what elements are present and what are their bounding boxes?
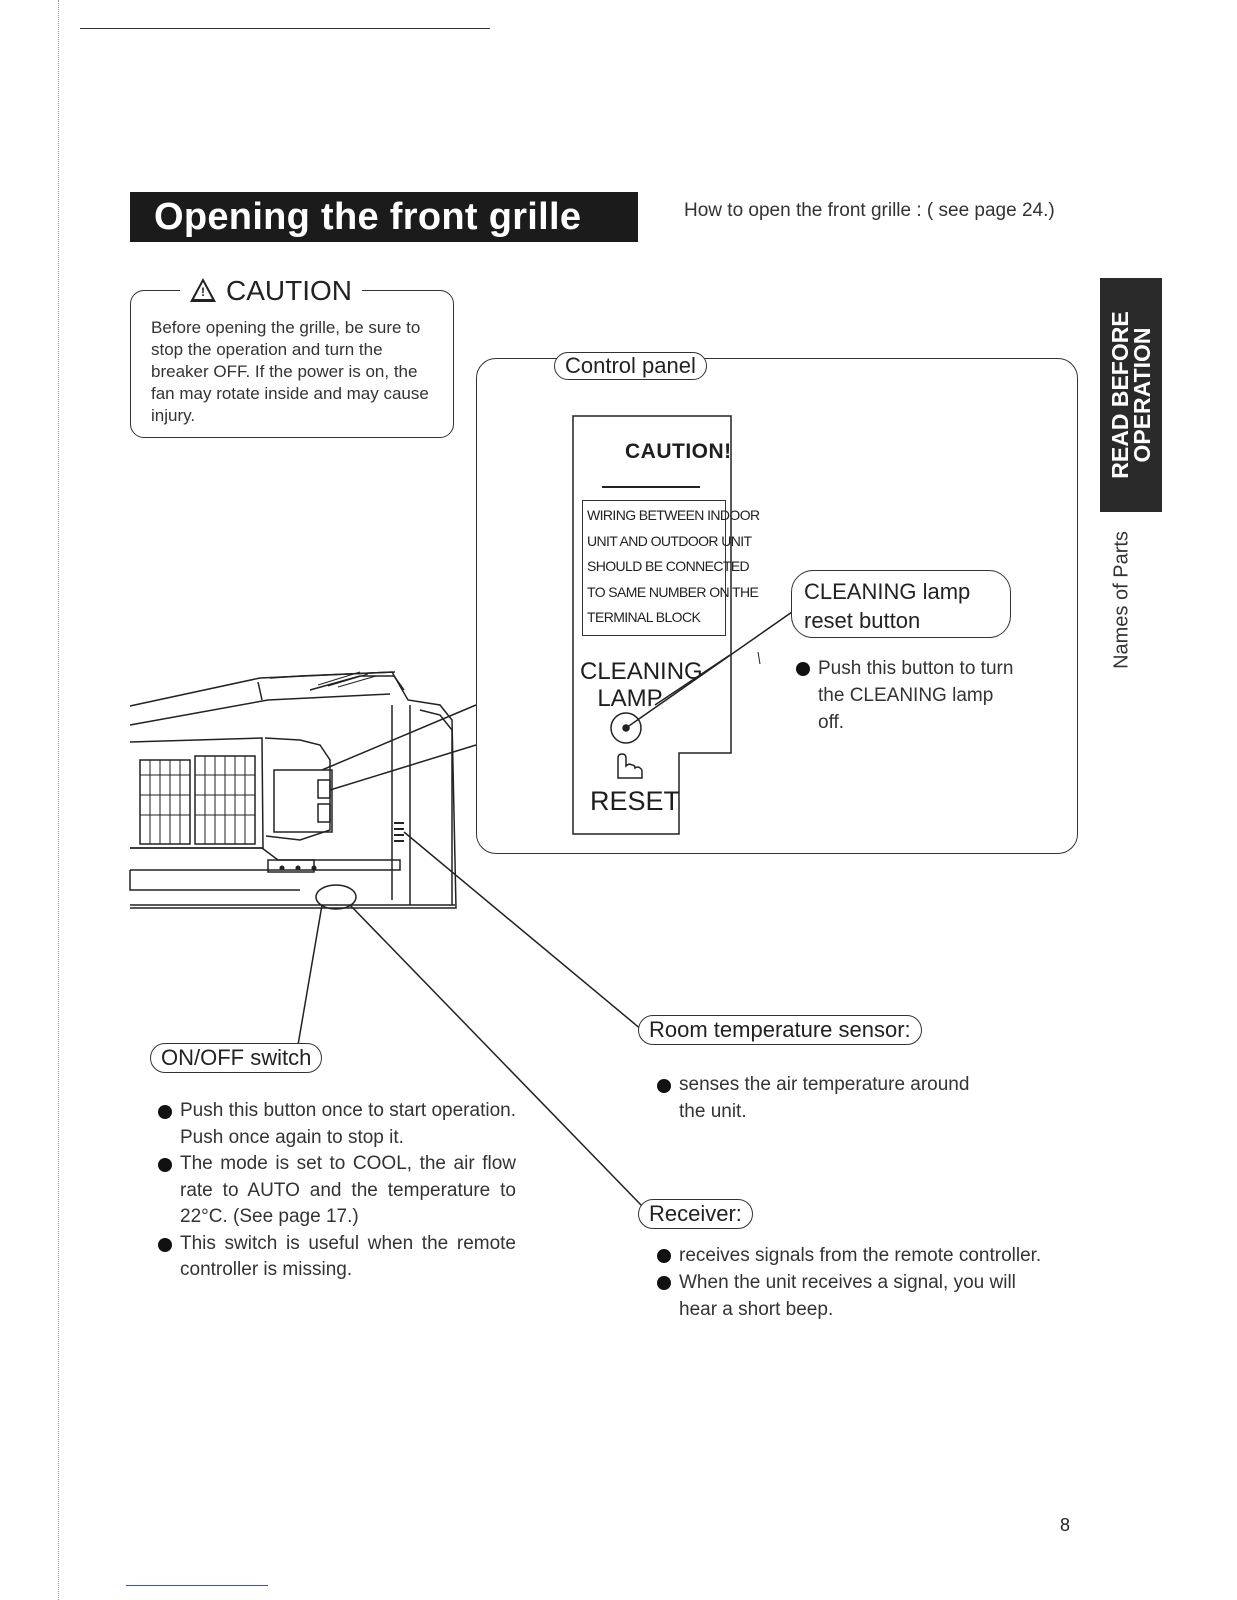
card-line: WIRING BETWEEN INDOOR xyxy=(587,507,760,523)
cleaning-button-line1: CLEANING lamp xyxy=(804,579,971,604)
onoff-switch-label: ON/OFF switch xyxy=(150,1043,322,1073)
receiver-notes xyxy=(657,1242,1057,1323)
caution-heading-text: CAUTION xyxy=(226,275,352,306)
section-tab-line2: OPERATION xyxy=(1129,327,1155,463)
page-title: Opening the front grille xyxy=(130,192,638,242)
cleaning-lamp-label xyxy=(580,658,703,712)
cleaning-button-note xyxy=(796,655,1016,736)
list-item: Push this button once to start operation. Push once again to stop it. xyxy=(158,1098,516,1151)
cleaning-lamp-line1: CLEANING xyxy=(580,658,703,685)
warning-triangle-icon: ! xyxy=(190,278,216,302)
reset-label: RESET xyxy=(590,786,681,816)
card-wiring-notice xyxy=(582,500,760,636)
caution-text: Before opening the grille, be sure to stop the operation and turn the breaker OFF. If the power is on, the fan may rotate inside and may cause injury. xyxy=(151,318,429,425)
bottom-rule xyxy=(126,1585,268,1586)
list-item: receives signals from the remote controller. xyxy=(657,1242,1057,1269)
pointer-hand-icon xyxy=(618,754,642,778)
page-number: 8 xyxy=(1060,1515,1071,1535)
card-caution-heading: CAUTION! xyxy=(625,440,732,463)
list-item: senses the air temperature around the unit. xyxy=(657,1072,977,1125)
control-panel-label: Control panel xyxy=(554,352,707,380)
card-line: TO SAME NUMBER ON THE xyxy=(587,583,759,600)
card-line: UNIT AND OUTDOOR UNIT xyxy=(587,532,752,549)
list-item: This switch is useful when the remote controller is missing. xyxy=(158,1231,516,1284)
section-tab-line1: READ BEFORE xyxy=(1107,311,1133,479)
section-tab-text xyxy=(1109,311,1153,478)
card-line: TERMINAL BLOCK xyxy=(587,609,701,625)
card-line: SHOULD BE CONNECTED xyxy=(587,558,750,574)
list-item: When the unit receives a signal, you will hear a short beep. xyxy=(657,1269,1057,1323)
cleaning-button-line2: reset button xyxy=(804,608,921,633)
receiver-label: Receiver: xyxy=(638,1199,753,1229)
cleaning-lamp-line2: LAMP xyxy=(597,685,663,712)
cleaning-button-label xyxy=(804,577,970,635)
see-page-hint: How to open the front grille : ( see page 24.) xyxy=(684,200,1055,221)
room-sensor-note xyxy=(657,1072,977,1125)
room-sensor-label: Room temperature sensor: xyxy=(638,1015,922,1045)
section-subtitle: Names of Parts xyxy=(1110,531,1133,669)
section-tab xyxy=(1100,278,1162,512)
onoff-switch-notes xyxy=(158,1098,516,1284)
list-item: Push this button to turn the CLEANING lamp off. xyxy=(796,655,1016,736)
list-item: The mode is set to COOL, the air flow rate to AUTO and the temperature to 22°C. (See page 17.) xyxy=(158,1151,516,1231)
